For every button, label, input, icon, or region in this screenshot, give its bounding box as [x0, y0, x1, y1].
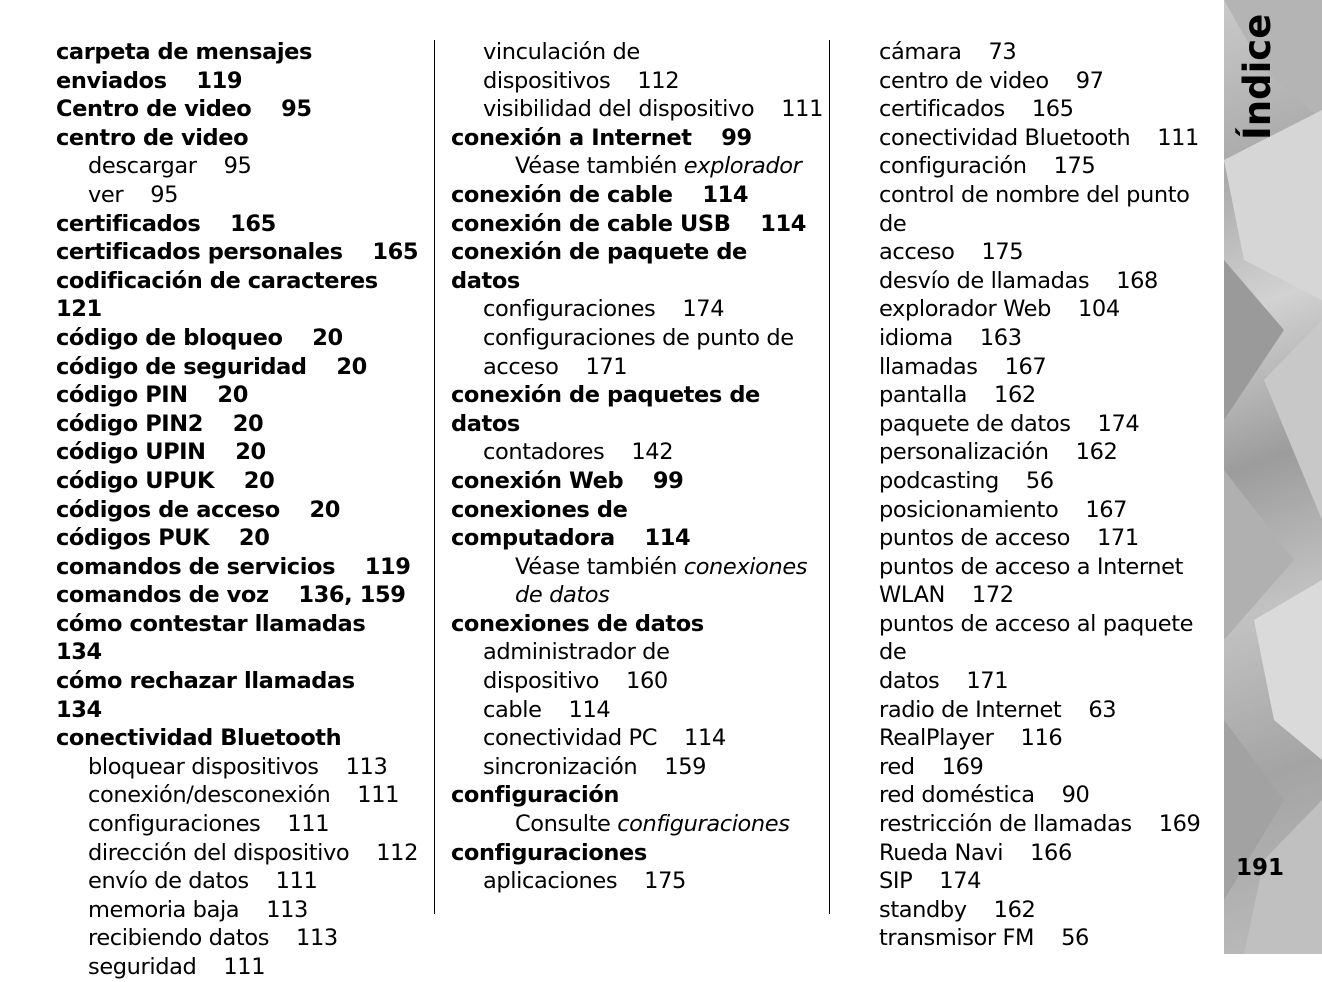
index-entry: SIP 174 [879, 868, 982, 895]
index-entry: comandos de voz 136, 159 [56, 582, 406, 609]
see-also-target: explorador [683, 153, 802, 180]
index-entry: conexiones de datos [451, 610, 704, 637]
index-entry: seguridad 111 [88, 954, 266, 980]
index-entry: código PIN2 20 [56, 410, 264, 437]
page-number: 191 [1236, 855, 1285, 881]
index-entry: descargar 95 [88, 153, 252, 180]
index-entry: cable 114 [483, 696, 611, 723]
index-entry: paquete de datos 174 [879, 410, 1140, 437]
see-also-prefix: Consulte [515, 811, 618, 838]
index-entry: recibiendo datos 113 [88, 925, 338, 952]
index-entry: certificados personales 165 [56, 239, 419, 266]
index-column-2 [451, 38, 823, 896]
index-entry: cómo contestar llamadas 134 [56, 610, 396, 666]
column-divider [434, 40, 435, 914]
index-entry: configuración 175 [879, 153, 1096, 180]
index-entry [451, 810, 823, 839]
index-entry: configuraciones de punto de acceso 171 [483, 324, 794, 380]
index-entry: certificados 165 [879, 96, 1074, 123]
index-entry: desvío de llamadas 168 [879, 267, 1158, 294]
index-entry: vinculación de dispositivos 112 [483, 39, 680, 94]
index-entry: llamadas 167 [879, 353, 1047, 380]
index-entry: carpeta de mensajes enviados 119 [56, 39, 313, 94]
section-title: Índice [1236, 13, 1279, 140]
see-also-prefix: Véase también [515, 553, 684, 580]
index-entry: certificados 165 [56, 210, 276, 237]
index-entry: código de bloqueo 20 [56, 324, 343, 351]
see-also-prefix: Véase también [515, 153, 684, 180]
index-entry: códigos PUK 20 [56, 525, 270, 552]
index-entry: centro de video 97 [879, 67, 1104, 94]
index-entry [451, 152, 823, 181]
index-entry: conexión de paquete de datos [451, 239, 747, 294]
index-entry: puntos de acceso al paquete de datos 171 [879, 610, 1194, 695]
index-entry: control de nombre del punto de acceso 175 [879, 181, 1190, 266]
index-entry: conexión de paquetes de datos [451, 382, 760, 437]
index-entry: código UPIN 20 [56, 439, 266, 466]
index-column-3 [879, 38, 1215, 953]
index-entry: cómo rechazar llamadas 134 [56, 668, 385, 723]
index-entry: puntos de acceso 171 [879, 525, 1139, 552]
index-entry: restricción de llamadas 169 [879, 811, 1201, 838]
index-entry: pantalla 162 [879, 382, 1036, 409]
index-entry: sincronización 159 [483, 753, 707, 780]
index-entry: posicionamiento 167 [879, 496, 1128, 523]
index-entry: configuraciones 174 [483, 296, 725, 323]
index-column-1 [56, 38, 426, 982]
index-entry: visibilidad del dispositivo 111 [483, 96, 823, 123]
index-entry: administrador de dispositivo 160 [483, 639, 670, 695]
index-entry: configuraciones 111 [88, 811, 330, 838]
index-entry: conexión Web 99 [451, 467, 684, 494]
index-entry: ver 95 [88, 181, 179, 208]
index-entry: red doméstica 90 [879, 782, 1090, 809]
index-entry: standby 162 [879, 896, 1036, 923]
index-entry: conexión a Internet 99 [451, 124, 752, 151]
index-entry: idioma 163 [879, 324, 1022, 351]
index-entry: transmisor FM 56 [879, 925, 1089, 952]
index-entry: códigos de acceso 20 [56, 496, 341, 523]
index-entry: contadores 142 [483, 439, 674, 466]
see-also-target: conexiones de datos [515, 553, 808, 609]
index-entry: centro de video [56, 124, 249, 151]
index-entry: bloquear dispositivos 113 [88, 753, 388, 780]
index-entry: conectividad Bluetooth 111 [879, 124, 1199, 151]
index-entry: conectividad PC 114 [483, 725, 726, 752]
index-entry: Centro de video 95 [56, 96, 312, 123]
index-entry: envío de datos 111 [88, 868, 318, 895]
index-entry: codificación de caracteres 121 [56, 267, 408, 323]
index-entry: conexión de cable 114 [451, 181, 749, 208]
section-title-vertical [1236, 13, 1280, 150]
see-also-target: configuraciones [617, 811, 790, 838]
index-entry: Rueda Navi 166 [879, 839, 1072, 866]
index-entry: RealPlayer 116 [879, 725, 1063, 752]
index-entry: cámara 73 [879, 39, 1017, 65]
index-entry: configuración [451, 782, 620, 809]
index-entry: conexión de cable USB 114 [451, 210, 806, 237]
index-entry: código de seguridad 20 [56, 353, 367, 380]
index-entry: código PIN 20 [56, 382, 248, 409]
index-entry: podcasting 56 [879, 467, 1054, 494]
index-entry: conectividad Bluetooth [56, 725, 342, 752]
index-entry: comandos de servicios 119 [56, 553, 411, 580]
index-entry: puntos de acceso a Internet WLAN 172 [879, 553, 1184, 609]
index-entry: dirección del dispositivo 112 [88, 839, 419, 866]
index-entry: código UPUK 20 [56, 467, 275, 494]
index-entry: explorador Web 104 [879, 296, 1120, 323]
index-entry: conexión/desconexión 111 [88, 782, 400, 809]
column-divider [829, 40, 830, 914]
index-entry: configuraciones [451, 839, 647, 866]
index-entry: conexiones de computadora 114 [451, 496, 691, 552]
index-entry: personalización 162 [879, 439, 1118, 466]
index-entry: radio de Internet 63 [879, 696, 1117, 723]
index-entry [451, 553, 823, 610]
index-entry: aplicaciones 175 [483, 868, 686, 895]
index-entry: memoria baja 113 [88, 896, 308, 923]
index-entry: red 169 [879, 753, 984, 780]
